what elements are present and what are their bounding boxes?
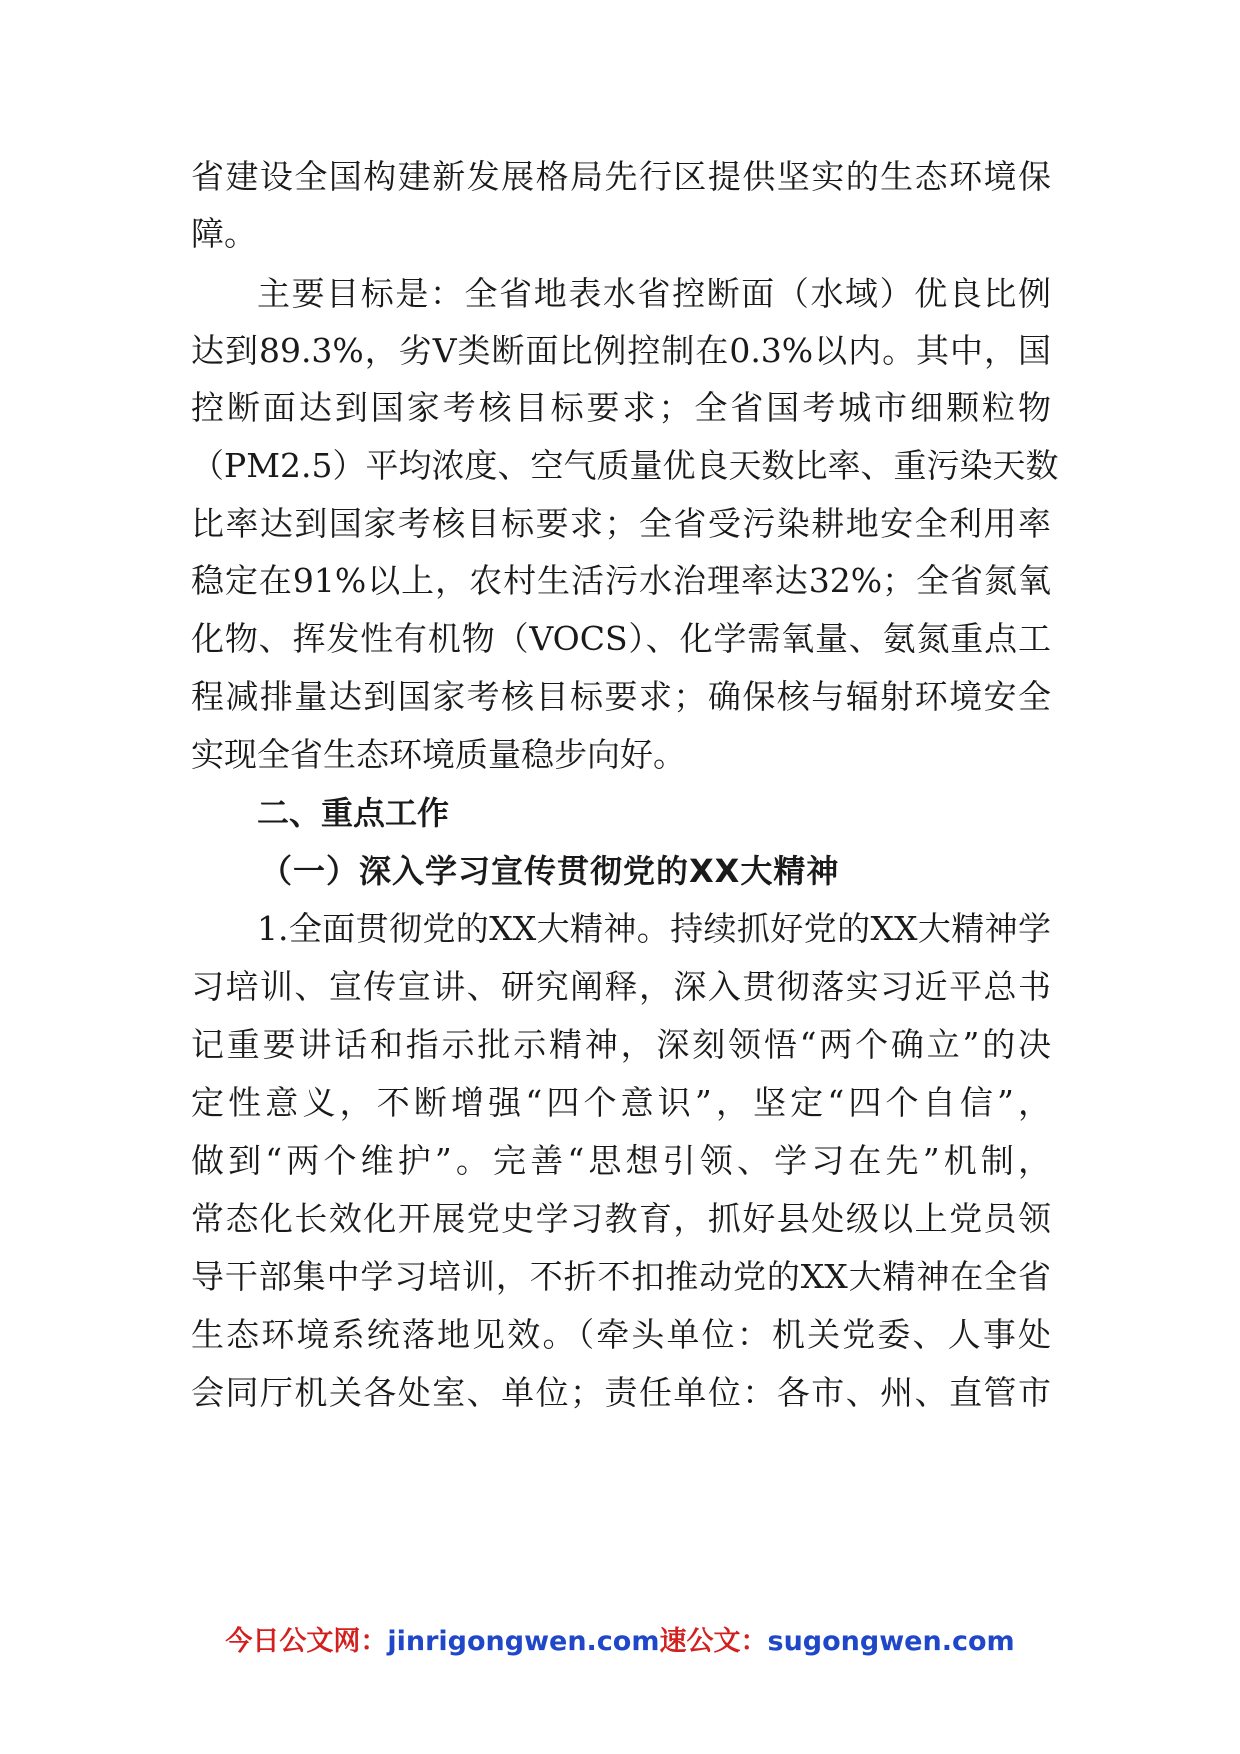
body-line: 生态环境系统落地见效。（牵头单位：机关党委、人事处 (191, 1315, 1051, 1354)
footer-site2-name: 速公文： (659, 1626, 768, 1657)
body-line: 记重要讲话和指示批示精神，深刻领悟“两个确立”的决 (191, 1025, 1051, 1064)
body-line: 省建设全国构建新发展格局先行区提供坚实的生态环境保 (191, 157, 1051, 196)
body-line: 导干部集中学习培训，不折不扣推动党的XX大精神在全省 (191, 1257, 1051, 1296)
subsection-heading: （一）深入学习宣传贯彻党的XX大精神 (260, 852, 840, 890)
body-line: 实现全省生态环境质量稳步向好。 (191, 735, 686, 774)
body-line: 控断面达到国家考核目标要求；全省国考城市细颗粒物 (191, 388, 1051, 427)
footer-site1-url[interactable]: jinrigongwen.com (387, 1626, 660, 1657)
body-line: 常态化长效化开展党史学习教育，抓好县处级以上党员领 (191, 1199, 1051, 1238)
footer-site1-name: 今日公文网： (225, 1626, 388, 1657)
footer-site2-url[interactable]: sugongwen.com (767, 1626, 1015, 1657)
footer-watermark (0, 1624, 1240, 1660)
body-line: 达到89.3%，劣Ⅴ类断面比例控制在0.3%以内。其中，国 (191, 331, 1051, 370)
body-line: 会同厅机关各处室、单位；责任单位：各市、州、直管市 (191, 1373, 1051, 1412)
body-line: （PM2.5）平均浓度、空气质量优良天数比率、重污染天数 (191, 446, 1059, 485)
body-line: 习培训、宣传宣讲、研究阐释，深入贯彻落实习近平总书 (191, 967, 1051, 1006)
body-line: 做到“两个维护”。完善“思想引领、学习在先”机制， (191, 1141, 1051, 1180)
paragraph-goals-first-line: 主要目标是：全省地表水省控断面（水域）优良比例 (257, 274, 1051, 313)
body-line: 比率达到国家考核目标要求；全省受污染耕地安全利用率 (191, 504, 1051, 543)
body-line: 定性意义，不断增强“四个意识”，坚定“四个自信”， (191, 1083, 1051, 1122)
body-line: 稳定在91%以上，农村生活污水治理率达32%；全省氮氧 (191, 561, 1051, 600)
body-line: 障。 (191, 214, 257, 253)
body-line: 程减排量达到国家考核目标要求；确保核与辐射环境安全 (191, 677, 1051, 716)
body-line: 化物、挥发性有机物（VOCS）、化学需氧量、氨氮重点工 (191, 619, 1051, 658)
section-heading: 二、重点工作 (257, 794, 450, 832)
paragraph-item-1-first-line: 1.全面贯彻党的XX大精神。持续抓好党的XX大精神学 (257, 909, 1051, 948)
